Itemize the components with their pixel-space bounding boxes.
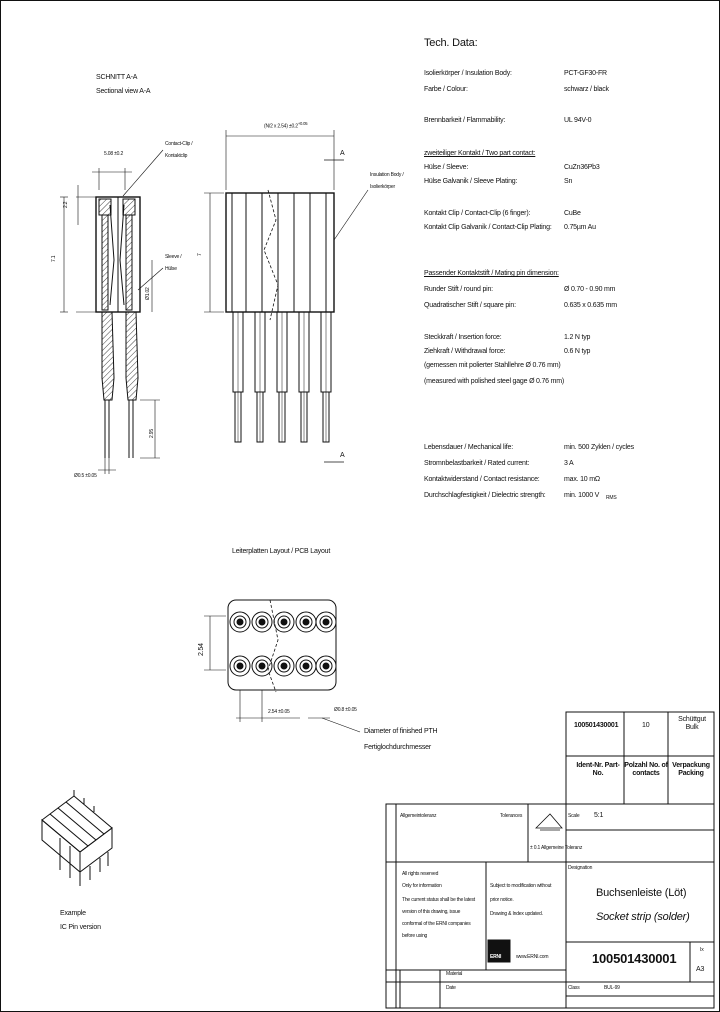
dim-pcb-horizontal: 2.54 ±0.05 (268, 709, 290, 715)
tb-updated-2: version of this drawing, issue (402, 909, 461, 915)
label-contact-clip: Contact-Clip / (165, 141, 193, 147)
label-sleeve: Sleeve / (165, 254, 182, 260)
tech-label: Steckkraft / Insertion force: (424, 334, 502, 341)
tech-label: Kontakt Clip / Contact-Clip (6 finger): (424, 210, 531, 217)
tb-url: www.ERNI.com (516, 954, 549, 960)
tb-updated-4: before using (402, 933, 428, 939)
label-insulation: Insulation Body / (370, 172, 404, 178)
dim-22: 2.2 (63, 201, 69, 208)
title-block-grid (386, 804, 714, 1008)
dim-hole: Ø0.8 ±0.05 (334, 707, 357, 713)
tech-value: 0.75µm Au (564, 224, 596, 231)
tech-label: (gemessen mit polierter Stahllehre Ø 0.76 mm) (424, 362, 561, 369)
table-ident-value: 100501430001 (574, 722, 619, 729)
table-h-packing: Verpackung Packing (672, 762, 710, 778)
tech-value: Sn (564, 178, 573, 185)
tech-value: schwarz / black (564, 86, 609, 93)
tech-label: Quadratischer Stift / square pin: (424, 302, 516, 309)
tb-updated-1: The current status shall be the latest (402, 897, 475, 903)
dim-508: 5.08 ±0.2 (104, 151, 124, 157)
tb-part-number: 100501430001 (592, 951, 677, 966)
tb-title-de: Buchsenleiste (Löt) (596, 887, 687, 899)
tb-only-info: Only for information (402, 883, 442, 889)
table-h-poles: Polzahl No. of contacts (624, 762, 668, 778)
tb-material-label: Material (446, 971, 463, 977)
tech-value: CuBe (564, 210, 581, 217)
tech-value: min. 500 Zyklen / cycles (564, 444, 634, 451)
dim-pin: Ø1.02 (145, 287, 151, 300)
tech-value: 3 A (564, 460, 574, 467)
dim-295: 2.95 (149, 429, 155, 438)
layout-title: Leiterplatten Layout / PCB Layout (232, 548, 331, 555)
tech-value: CuZn36Pb3 (564, 164, 600, 171)
tb-date-label: Date (446, 985, 456, 991)
tech-label: Brennbarkeit / Flammability: (424, 117, 506, 124)
tb-tolerance-label-en: Tolerances (500, 813, 523, 819)
tech-label: Kontakt Clip Galvanik / Contact-Clip Plating: (424, 224, 552, 231)
hole-note-en: Diameter of finished PTH (364, 728, 438, 735)
dim-05: Ø0.5 ±0.05 (74, 473, 97, 479)
tech-value: PCT-GF30-FR (564, 70, 607, 77)
table-packing-value: Schüttgut Bulk (678, 716, 706, 732)
section-mark-bottom: A (340, 452, 345, 459)
example-sub: IC Pin version (60, 924, 101, 931)
tb-class-value: BUL-99 (604, 985, 620, 991)
label-insulation-de: Isolierkörper (370, 184, 395, 190)
dim-71: 7.1 (51, 255, 57, 262)
tb-updated-3: conformal of the ERNI companies (402, 921, 471, 927)
tb-index: Ix (700, 947, 704, 953)
label-contact-clip-de: Kontaktclip (165, 153, 188, 159)
tb-subject-2: prior notice. (490, 897, 514, 903)
tech-label: Isolierkörper / Insulation Body: (424, 70, 512, 77)
tech-label: (measured with polished steel gage Ø 0.76 mm) (424, 378, 565, 385)
tb-tolerance-label: Allgemeintoleranz (400, 813, 437, 819)
hole-note-de: Fertiglochdurchmesser (364, 744, 431, 751)
example-label: Example (60, 910, 86, 917)
section-mark-top: A (340, 150, 345, 157)
tech-value: min. 1000 V (564, 492, 600, 499)
tech-label: Kontaktwiderstand / Contact resistance: (424, 476, 540, 483)
tb-sheet: A3 (696, 966, 705, 973)
tech-label: zweiteiliger Kontakt / Two part contact: (424, 150, 536, 157)
tech-value: 0.6 N typ (564, 348, 591, 355)
table-poles-value: 10 (642, 722, 650, 729)
tb-logo: ERNI (490, 954, 502, 960)
tb-scale-label: Scale (568, 813, 580, 819)
tb-class-label: Class (568, 985, 580, 991)
tech-value: max. 10 mΩ (564, 476, 600, 483)
dim-7: 7 (197, 253, 203, 256)
tech-value: 1.2 N typ (564, 334, 591, 341)
tech-label: Stromnbelastbarkeit / Rated current: (424, 460, 530, 467)
tech-value: Ø 0.70 - 0.90 mm (564, 286, 616, 293)
tb-title-en: Socket strip (solder) (596, 911, 690, 923)
tech-value: 0.635 x 0.635 mm (564, 302, 617, 309)
tech-label: Passender Kontaktstift / Mating pin dimension: (424, 270, 559, 277)
tb-scale-value: 5:1 (594, 812, 604, 819)
tech-label: Durchschlagfestigkeit / Dielectric strength: (424, 492, 546, 499)
section-title: SCHNITT A-A (96, 74, 138, 81)
tech-dielectric-suffix: RMS (606, 495, 617, 501)
side-view (204, 130, 368, 462)
tech-label: Ziehkraft / Withdrawal force: (424, 348, 506, 355)
iso-example (42, 790, 112, 886)
table-h-ident: Ident-Nr. Part-No. (576, 762, 620, 778)
tech-label: Hülse Galvanik / Sleeve Plating: (424, 178, 518, 185)
tech-label: Lebensdauer / Mechanical life: (424, 444, 513, 451)
dim-pcb-vertical: 2.54 (198, 643, 205, 656)
tech-value: UL 94V-0 (564, 117, 592, 124)
tb-rights: All rights reserved (402, 871, 439, 877)
tb-subject-3: Drawing & Index updated. (490, 911, 543, 917)
section-subtitle: Sectional view A-A (96, 88, 151, 95)
label-sleeve-de: Hülse (165, 266, 177, 272)
tb-subject-1: Subject to modification without (490, 883, 552, 889)
sectional-view (60, 150, 163, 474)
dim-top: (N/2 x $2.54) \pm 0.2^{+0.05}$ (264, 121, 308, 130)
tech-label: Farbe / Colour: (424, 86, 468, 93)
tb-tol-small: ± 0.1 Allgemeine Toleranz (530, 845, 583, 851)
tech-heading: Tech. Data: (424, 37, 478, 49)
tb-designation-label: Designation (568, 865, 593, 871)
tech-label: Hülse / Sleeve: (424, 164, 469, 171)
tech-label: Runder Stift / round pin: (424, 286, 493, 293)
